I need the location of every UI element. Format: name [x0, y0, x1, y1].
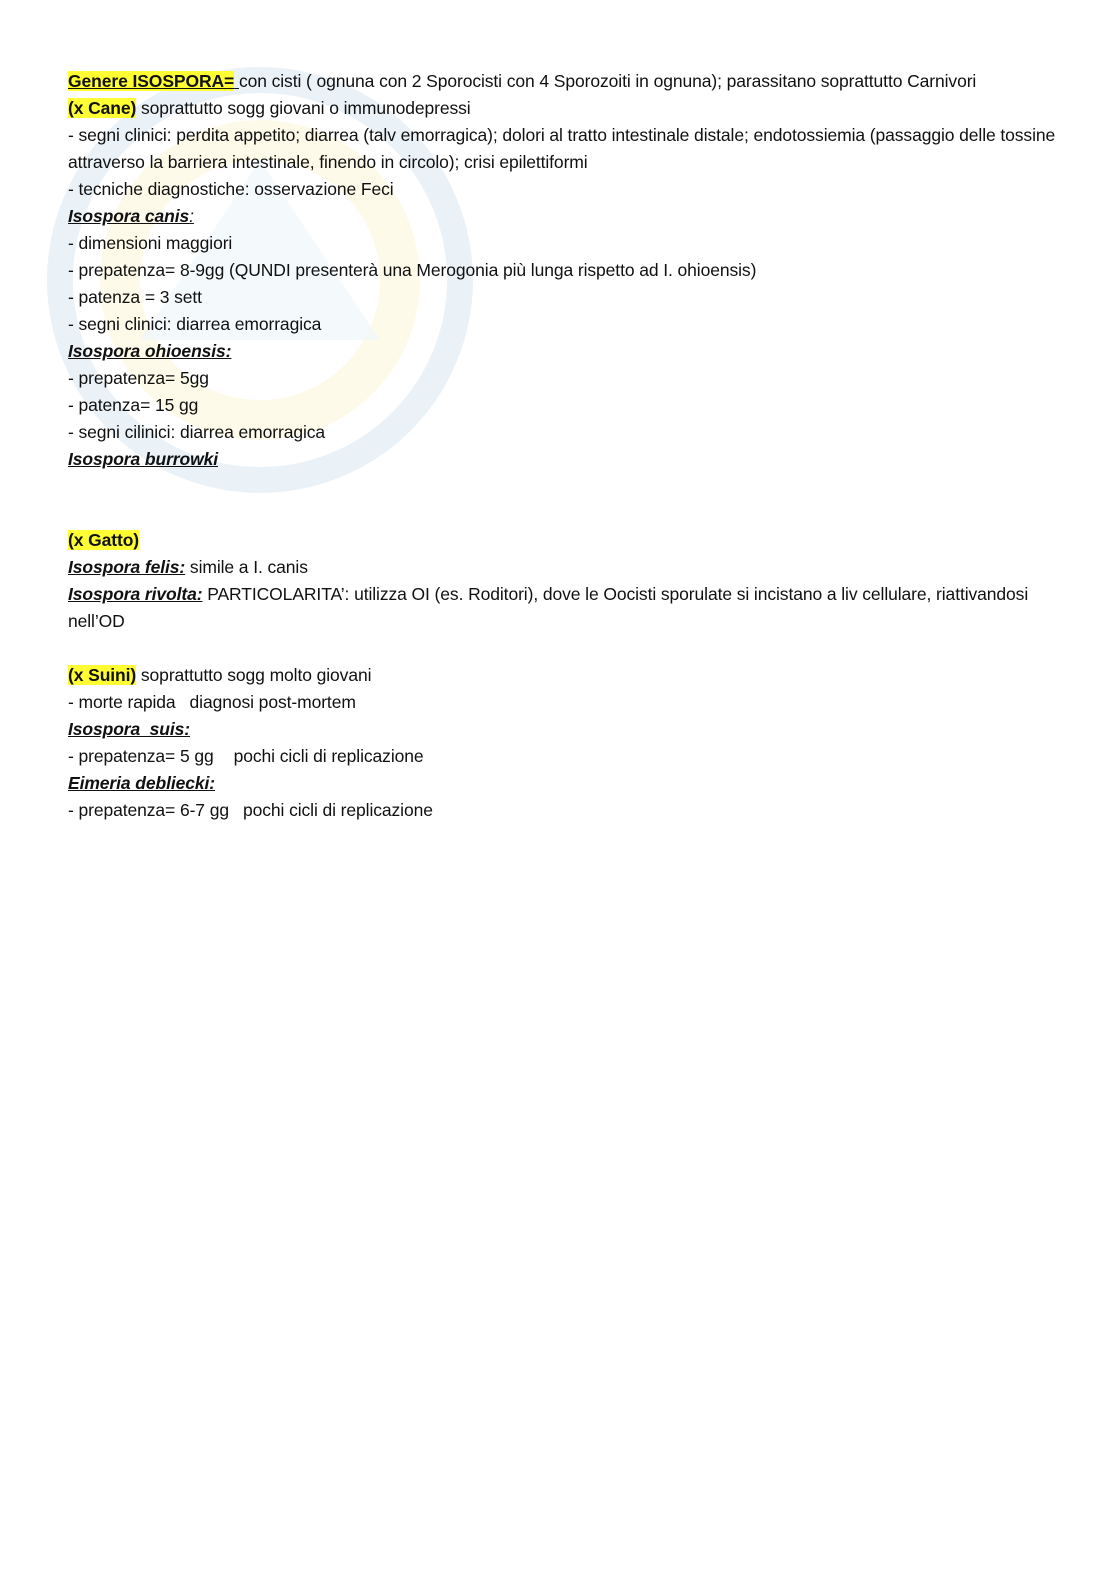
- suis-title: Isospora suis:: [68, 719, 191, 739]
- spacer: [68, 635, 1058, 662]
- suini-line: [68, 662, 1058, 689]
- suis-cicli: pochi cicli di replicazione: [233, 746, 424, 766]
- ohio-item: - patenza= 15 gg: [68, 395, 199, 415]
- tecniche-line: - tecniche diagnostiche: osservazione Feci: [68, 179, 394, 199]
- canis-item: - dimensioni maggiori: [68, 233, 233, 253]
- spacer: [68, 473, 1058, 500]
- eimeria-title-line: [68, 770, 1058, 797]
- genus-heading: Genere ISOSPORA=: [68, 71, 235, 91]
- ohio-title-line: [68, 338, 1058, 365]
- rivolta-description: PARTICOLARITA’: utilizza OI (es. Roditori), dove le Oocisti sporulate si incistano a liv cellulare, riattivandosi nell’OD: [68, 584, 1029, 631]
- suini-label: (x Suini): [68, 665, 137, 685]
- rivolta-line: [68, 581, 1058, 635]
- cane-line: [68, 95, 1058, 122]
- gatto-label: (x Gatto): [68, 530, 140, 550]
- document-page: [68, 68, 1058, 824]
- eimeria-title: Eimeria debliecki:: [68, 773, 216, 793]
- ohio-title: Isospora ohioensis:: [68, 341, 232, 361]
- canis-title-line: [68, 203, 1058, 230]
- cane-description: soprattutto sogg giovani o immunodepressi: [136, 98, 471, 118]
- suini-description: soprattutto sogg molto giovani: [136, 665, 372, 685]
- eimeria-item: [68, 797, 1058, 824]
- spacer: [68, 500, 1058, 527]
- suis-title-line: [68, 716, 1058, 743]
- segni-clinici-line: - segni clinici: perdita appetito; diarrea (talv emorragica); dolori al tratto intestinale distale; endotossiemia (passaggio delle tossine attraverso la barriera intestinale, finendo in circolo); crisi epilettiformi: [68, 125, 1056, 172]
- eimeria-prepatenza: - prepatenza= 6-7 gg: [68, 800, 229, 820]
- suis-item: [68, 743, 1058, 770]
- diagnosi-text: diagnosi post-mortem: [189, 692, 356, 712]
- felis-description: simile a I. canis: [185, 557, 308, 577]
- canis-colon: :: [189, 206, 194, 226]
- felis-title: Isospora felis:: [68, 557, 186, 577]
- felis-line: [68, 554, 1058, 581]
- cane-label: (x Cane): [68, 98, 137, 118]
- isospora-heading-line: [68, 68, 1058, 95]
- suis-prepatenza: - prepatenza= 5 gg: [68, 746, 214, 766]
- genus-description: con cisti ( ognuna con 2 Sporocisti con 4 Sporozoiti in ognuna); parassitano soprattutto Carnivori: [238, 71, 977, 91]
- rivolta-title: Isospora rivolta:: [68, 584, 203, 604]
- morte-text: - morte rapida: [68, 692, 176, 712]
- ohio-item: - segni cilinici: diarrea emorragica: [68, 422, 326, 442]
- burrowki-title-line: [68, 446, 1058, 473]
- canis-item: - prepatenza= 8-9gg (QUNDI presenterà una Merogonia più lunga rispetto ad I. ohioensis): [68, 260, 757, 280]
- ohio-item: - prepatenza= 5gg: [68, 368, 209, 388]
- burrowki-title: Isospora burrowki: [68, 449, 218, 469]
- canis-item: - segni clinici: diarrea emorragica: [68, 314, 322, 334]
- eimeria-cicli: pochi cicli di replicazione: [242, 800, 433, 820]
- morte-line: [68, 689, 1058, 716]
- canis-item: - patenza = 3 sett: [68, 287, 202, 307]
- gatto-line: [68, 527, 1058, 554]
- canis-title: Isospora canis: [68, 206, 190, 226]
